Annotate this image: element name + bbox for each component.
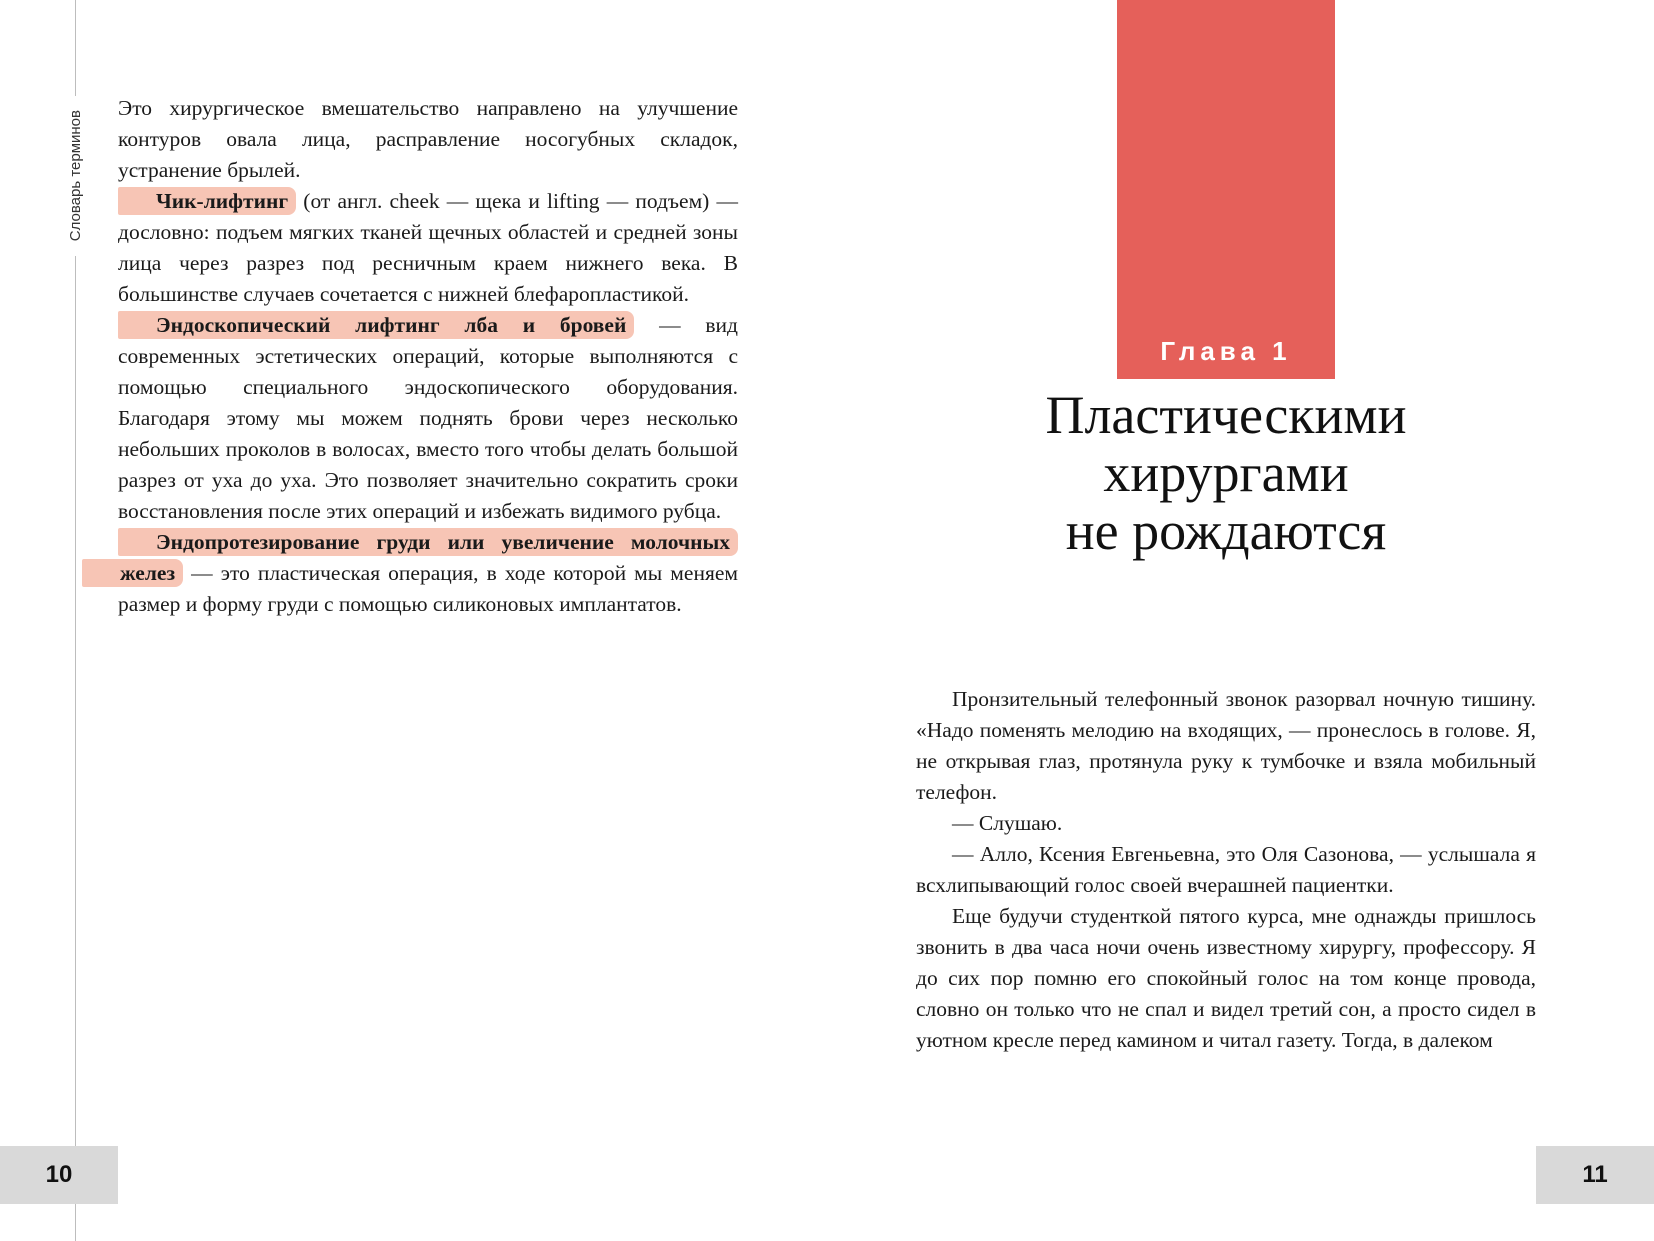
page-number-right: 11 bbox=[1536, 1146, 1654, 1204]
chapter-title-line: хирургами bbox=[1103, 443, 1349, 503]
glossary-definition: (от англ. cheek — щека и lifting — подъем) — дословно: подъем мягких тканей щечных областей и средней зоны лица через разрез под ресничным краем нижнего века. В большинстве случаев сочетается с нижней блефаропластикой. bbox=[118, 189, 738, 306]
body-paragraph: Пронзительный телефонный звонок разорвал ночную тишину. «Надо поменять мелодию на входящих, — пронеслось в голове. Я, не открывая глаз, протянула руку к тумбочке и взяла мобильный телефон. bbox=[916, 687, 1536, 804]
chapter-label: Глава 1 bbox=[1160, 336, 1292, 366]
chapter-title-line: не рождаются bbox=[1065, 501, 1387, 561]
running-head-text: Словарь терминов bbox=[66, 110, 84, 242]
glossary-entry bbox=[118, 527, 738, 620]
glossary-entry bbox=[118, 186, 738, 310]
left-page-text bbox=[118, 93, 738, 620]
body-paragraph: — Слушаю. bbox=[952, 811, 1063, 835]
glossary-entry bbox=[118, 310, 738, 527]
glossary-definition: — вид современных эстетических операций, которые выполняются с помощью специального эндоскопического оборудования. Благодаря этому мы можем поднять брови через несколько небольших проколов в волосах, вместо того чтобы делать большой разрез от уха до уха. Это позволяет значительно сократить сроки восстановления после этих операций и избежать видимого рубца. bbox=[118, 313, 738, 523]
running-head bbox=[64, 96, 86, 256]
right-page-text bbox=[916, 684, 1536, 1056]
glossary-definition: — это пластическая операция, в ходе которой мы меняем размер и форму груди с помощью силиконовых имплантатов. bbox=[118, 561, 738, 616]
paragraph-text: Это хирургическое вмешательство направлено на улучшение контуров овала лица, расправление носогубных складок, устранение брылей. bbox=[118, 96, 738, 182]
page-number-left: 10 bbox=[0, 1146, 118, 1204]
glossary-paragraph bbox=[118, 93, 738, 186]
glossary-term-highlight: Чик-лифтинг bbox=[118, 187, 296, 215]
chapter-title bbox=[936, 386, 1516, 560]
body-paragraph: Еще будучи студенткой пятого курса, мне однажды пришлось звонить в два часа ночи очень известному хирургу, профессору. Я до сих пор помню его спокойный голос на том конце провода, словно он только что не спал и видел третий сон, а просто сидел в уютном кресле перед камином и читал газету. Тогда, в далеком bbox=[916, 904, 1536, 1052]
glossary-term-highlight: Эндопротезирование груди или увеличение молочных желез bbox=[82, 528, 738, 587]
chapter-title-line: Пластическими bbox=[1045, 385, 1407, 445]
glossary-term-highlight: Эндоскопический лифтинг лба и бровей bbox=[118, 311, 634, 339]
chapter-banner bbox=[1117, 0, 1335, 379]
body-paragraph: — Алло, Ксения Евгеньевна, это Оля Сазонова, — услышала я всхлипывающий голос своей вчерашней пациентки. bbox=[916, 842, 1536, 897]
